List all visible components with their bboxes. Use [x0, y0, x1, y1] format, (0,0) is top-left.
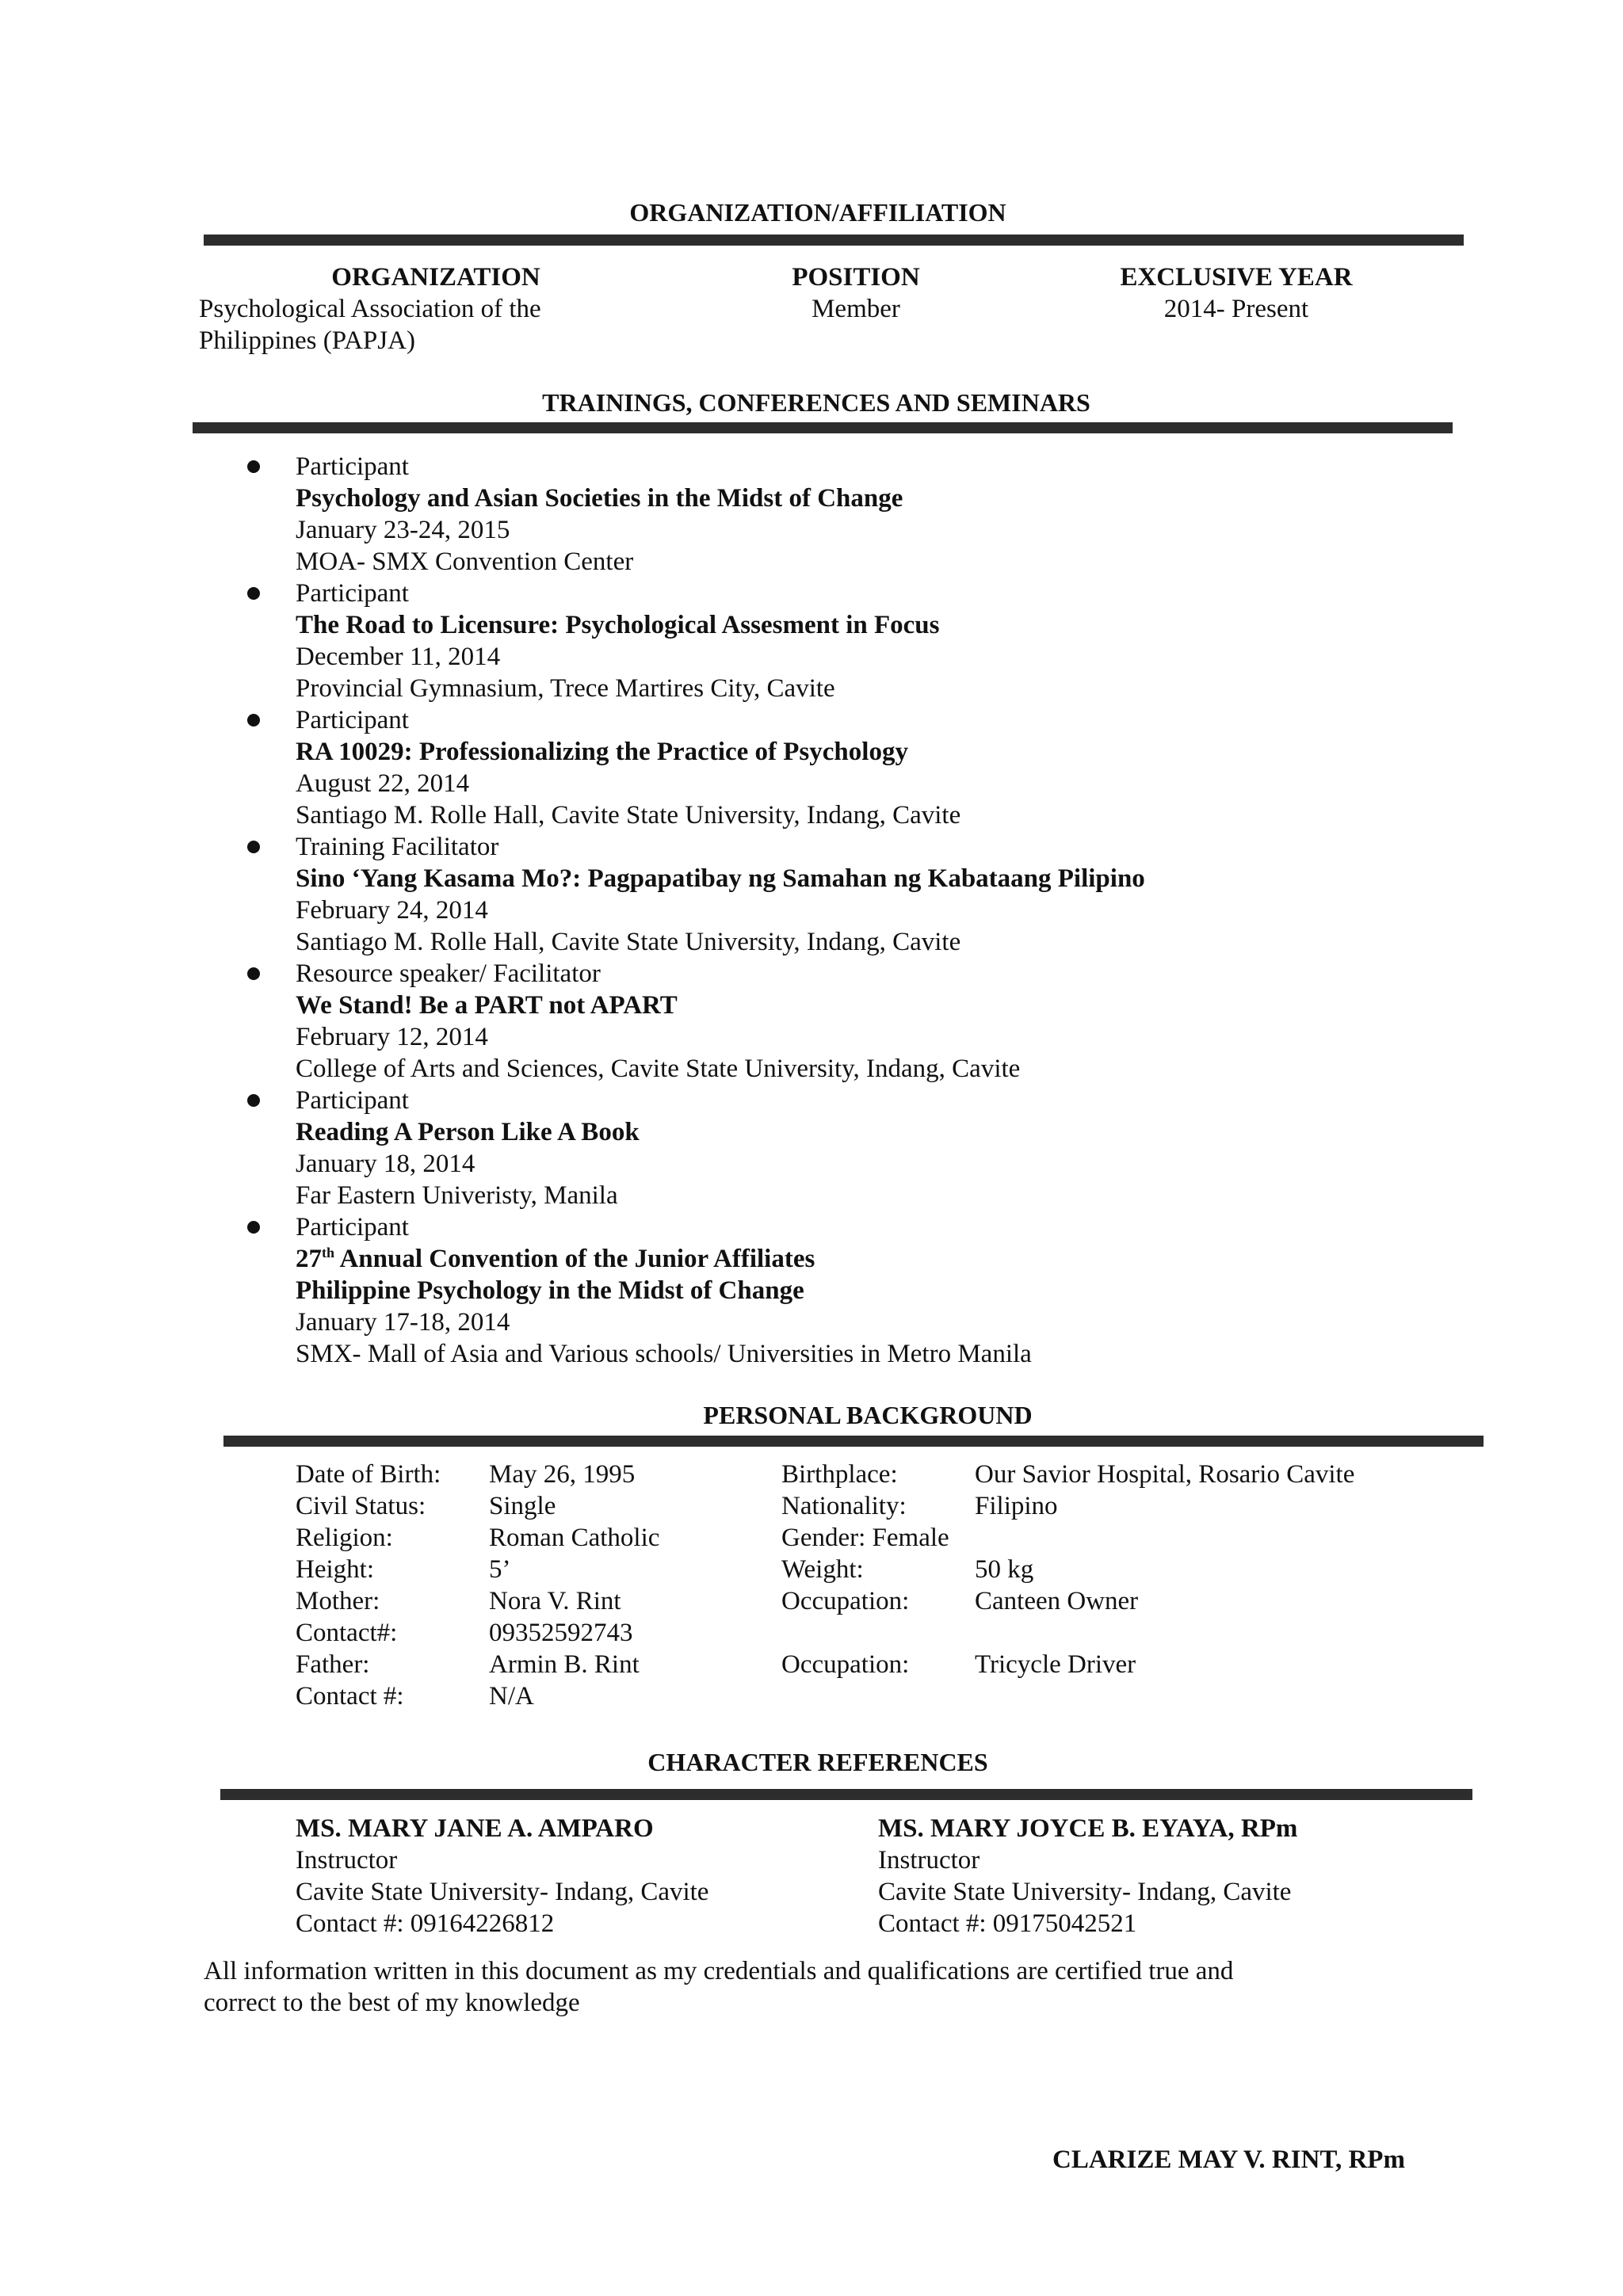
section-divider [223, 1436, 1484, 1447]
organization-column-header: ORGANIZATION [331, 263, 540, 292]
father-label: Father: [296, 1650, 370, 1679]
section-divider [220, 1789, 1472, 1800]
reference-position: Instructor [878, 1846, 980, 1875]
dob-label: Date of Birth: [296, 1460, 441, 1489]
mother-label: Mother: [296, 1587, 380, 1615]
signatory-name: CLARIZE MAY V. RINT, RPm [1052, 2145, 1405, 2174]
training-date: August 22, 2014 [296, 769, 470, 798]
year-column-header: EXCLUSIVE YEAR [1120, 263, 1353, 292]
training-subtitle: Philippine Psychology in the Midst of Change [296, 1276, 804, 1305]
reference-contact: Contact #: 09175042521 [878, 1909, 1137, 1938]
training-venue: College of Arts and Sciences, Cavite State University, Indang, Cavite [296, 1055, 1021, 1083]
height-value: 5’ [489, 1555, 511, 1584]
section-divider [204, 235, 1464, 246]
training-date: January 17-18, 2014 [296, 1308, 510, 1337]
training-role: Participant [296, 579, 409, 608]
nationality-value: Filipino [975, 1492, 1058, 1520]
training-date: February 24, 2014 [296, 896, 488, 925]
organization-name-line2: Philippines (PAPJA) [199, 326, 415, 355]
training-date: December 11, 2014 [296, 643, 501, 671]
bullet-icon [247, 967, 260, 980]
civil-status-value: Single [489, 1492, 556, 1520]
personal-section-title: PERSONAL BACKGROUND [703, 1401, 1033, 1429]
training-item [296, 451, 903, 578]
bullet-icon [247, 1094, 260, 1107]
training-title: Psychology and Asian Societies in the Midst of Change [296, 484, 903, 513]
civil-status-label: Civil Status: [296, 1492, 426, 1520]
training-role: Training Facilitator [296, 833, 499, 861]
reference-name: MS. MARY JANE A. AMPARO [296, 1814, 654, 1843]
training-venue: Santiago M. Rolle Hall, Cavite State University, Indang, Cavite [296, 801, 961, 830]
bullet-icon [247, 460, 260, 473]
training-venue: MOA- SMX Convention Center [296, 547, 634, 576]
position-value: Member [812, 295, 900, 323]
trainings-section-title: TRAININGS, CONFERENCES AND SEMINARS [542, 388, 1090, 417]
personal-labels-left [296, 1459, 441, 1712]
training-venue: Provincial Gymnasium, Trece Martires City, Cavite [296, 674, 835, 703]
training-title: The Road to Licensure: Psychological Assesment in Focus [296, 611, 940, 639]
father-occupation-value: Tricycle Driver [975, 1650, 1136, 1679]
religion-label: Religion: [296, 1524, 393, 1552]
weight-value: 50 kg [975, 1555, 1034, 1584]
mother-contact-label: Contact#: [296, 1619, 398, 1647]
bullet-icon [247, 1221, 260, 1234]
bullet-icon [247, 714, 260, 727]
father-value: Armin B. Rint [489, 1650, 640, 1679]
training-role: Participant [296, 706, 409, 734]
nationality-label: Nationality: [781, 1492, 907, 1520]
bullet-icon [247, 841, 260, 853]
certification-line2: correct to the best of my knowledge [204, 1989, 580, 2017]
training-title: Sino ‘Yang Kasama Mo?: Pagpapatibay ng Samahan ng Kabataang Pilipino [296, 864, 1145, 893]
birthplace-value: Our Savior Hospital, Rosario Cavite [975, 1460, 1355, 1489]
mother-value: Nora V. Rint [489, 1587, 621, 1615]
weight-label: Weight: [781, 1555, 864, 1584]
training-title [296, 1243, 1032, 1275]
training-venue: SMX- Mall of Asia and Various schools/ Universities in Metro Manila [296, 1340, 1032, 1368]
training-item [296, 1085, 640, 1211]
training-date: January 18, 2014 [296, 1150, 475, 1178]
training-title: RA 10029: Professionalizing the Practice of Psychology [296, 738, 908, 766]
certification-line1: All information written in this document as my credentials and qualifications are certified true and [204, 1957, 1234, 1985]
training-title-number: 27 [296, 1245, 322, 1273]
training-role: Participant [296, 1086, 409, 1115]
training-venue: Far Eastern Univeristy, Manila [296, 1181, 618, 1210]
dob-value: May 26, 1995 [489, 1460, 636, 1489]
reference-position: Instructor [296, 1846, 398, 1875]
training-title-rest: Annual Convention of the Junior Affiliates [334, 1245, 815, 1273]
father-occupation-label: Occupation: [781, 1650, 910, 1679]
mother-occupation-value: Canteen Owner [975, 1587, 1139, 1615]
father-contact-value: N/A [489, 1682, 534, 1711]
reference-card [296, 1813, 708, 1939]
position-column-header: POSITION [792, 263, 920, 292]
father-contact-label: Contact #: [296, 1682, 404, 1711]
birthplace-label: Birthplace: [781, 1460, 898, 1489]
reference-contact: Contact #: 09164226812 [296, 1909, 555, 1938]
training-date: January 23-24, 2015 [296, 516, 510, 544]
reference-organization: Cavite State University- Indang, Cavite [296, 1878, 709, 1906]
height-label: Height: [296, 1555, 374, 1584]
year-value: 2014- Present [1163, 295, 1309, 323]
reference-organization: Cavite State University- Indang, Cavite [878, 1878, 1292, 1906]
mother-occupation-label: Occupation: [781, 1587, 910, 1615]
references-section-title: CHARACTER REFERENCES [647, 1748, 988, 1776]
organization-section-title: ORGANIZATION/AFFILIATION [629, 198, 1006, 227]
training-item [296, 958, 1020, 1085]
religion-value: Roman Catholic [489, 1524, 660, 1552]
mother-contact-value: 09352592743 [489, 1619, 633, 1647]
bullet-icon [247, 587, 260, 600]
training-item [296, 578, 939, 704]
training-item [296, 831, 1145, 958]
reference-name: MS. MARY JOYCE B. EYAYA, RPm [878, 1814, 1298, 1843]
training-role: Participant [296, 452, 409, 481]
organization-name-line1: Psychological Association of the [199, 295, 541, 323]
training-role: Resource speaker/ Facilitator [296, 959, 601, 988]
training-venue: Santiago M. Rolle Hall, Cavite State University, Indang, Cavite [296, 928, 961, 956]
training-item [296, 1211, 1032, 1370]
training-role: Participant [296, 1213, 409, 1241]
training-item [296, 704, 960, 831]
section-divider [193, 422, 1453, 433]
training-title-ordinal: th [322, 1245, 335, 1261]
training-date: February 12, 2014 [296, 1023, 488, 1051]
training-title: We Stand! Be a PART not APART [296, 991, 678, 1020]
training-title: Reading A Person Like A Book [296, 1118, 640, 1146]
gender-label: Gender: Female [781, 1524, 949, 1552]
reference-card [878, 1813, 1297, 1939]
personal-values-left [489, 1459, 659, 1712]
